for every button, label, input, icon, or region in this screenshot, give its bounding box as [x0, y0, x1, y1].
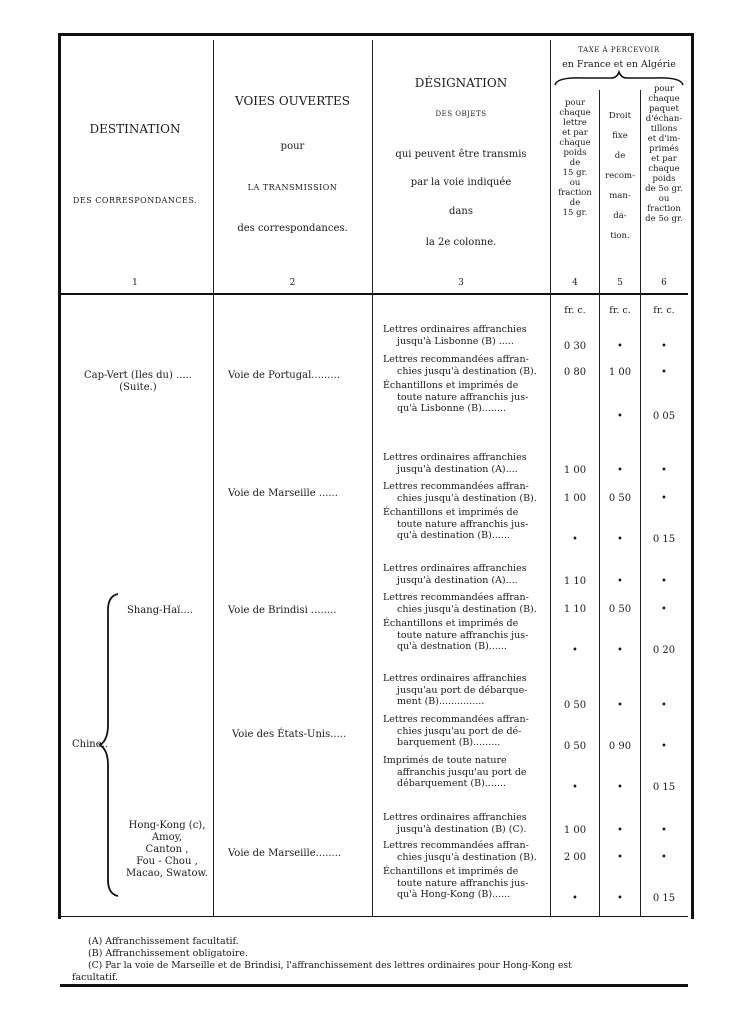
item-entry [383, 618, 547, 653]
col1-number: 1 [132, 278, 138, 288]
value-cell: • [572, 645, 578, 656]
item-line: qu'à Hong-Kong (B)...... [397, 889, 511, 900]
value-cell: • [661, 741, 667, 752]
dest-hk-line: Hong-Kong (c), [128, 820, 206, 831]
col3-number: 3 [458, 278, 464, 288]
value-cell: 1 10 [563, 604, 587, 615]
col5-number: 5 [617, 278, 623, 288]
item-line: Lettres ordinaires affranchies [383, 563, 527, 574]
item-entry [383, 481, 547, 504]
item-entry [383, 592, 547, 615]
col2-line2: pour [280, 141, 305, 152]
value-cell: • [661, 825, 667, 836]
col6-line: chaque [648, 94, 680, 104]
col6-line: primés [649, 144, 679, 154]
item-line: jusqu'à destination (B) (C). [397, 823, 527, 835]
item-line: Imprimés de toute nature [383, 755, 507, 766]
col6-line: d'échan- [645, 114, 683, 124]
col4-line: 15 gr. [562, 168, 588, 178]
col3-line6: la 2e colonne. [425, 237, 497, 248]
col-divider-3 [550, 40, 551, 916]
col4-header [552, 98, 598, 218]
voie-marseille-1: Voie de Marseille ...... [228, 488, 338, 499]
voie-etats-unis: Voie des États-Unis..... [232, 729, 347, 740]
value-cell: 2 00 [563, 852, 587, 863]
dest-hongkong-group [118, 820, 216, 880]
value-cell: 0 50 [608, 604, 632, 615]
item-line: qu'à Lisbonne (B)........ [397, 403, 506, 414]
item-line: qu'à destination (B)...... [397, 530, 510, 541]
col4-line: et par [562, 128, 588, 138]
col6-line: pour [653, 84, 675, 94]
chine-brace [98, 590, 122, 900]
value-cell: • [617, 411, 623, 422]
col1-subtitle: DES CORRESPONDANCES. [72, 196, 198, 205]
item-line: Échantillons et imprimés de [383, 380, 519, 391]
taxe-subtitle: en France et en Algérie [562, 59, 676, 70]
item-entry [383, 866, 547, 901]
dest-cap-vert-line1: Cap-Vert (Iles du) ..... [84, 370, 192, 381]
dest-hk-line: Amoy, [151, 832, 183, 843]
value-cell: 0 20 [652, 645, 676, 656]
footnote-c: (C) Par la voie de Marseille et de Brindisi, l'affranchissement des lettres ordinaires pour Hong-Kong est [88, 960, 572, 971]
item-line: jusqu'à Lisbonne (B) ..... [397, 335, 514, 347]
value-cell: • [617, 700, 623, 711]
col2-title: VOIES OUVERTES [234, 94, 350, 108]
item-line: toute nature affranchis jus- [397, 877, 529, 889]
item-entry [383, 840, 547, 863]
voie-portugal: Voie de Portugal......... [228, 370, 340, 381]
value-cell: • [572, 893, 578, 904]
item-line: Échantillons et imprimés de [383, 507, 519, 518]
value-cell: • [661, 700, 667, 711]
value-cell: • [617, 534, 623, 545]
item-entry [383, 354, 547, 377]
item-line: chies jusqu'à destination (B). [397, 603, 537, 615]
taxe-title: TAXE À PERCEVOIR [578, 46, 660, 54]
col3-line3: qui peuvent être transmis [395, 149, 527, 160]
col5-header [600, 106, 640, 246]
col5-line: fixe [612, 131, 628, 141]
col4-line: pour [564, 98, 586, 108]
value-cell: • [661, 576, 667, 587]
col4-number: 4 [572, 278, 578, 288]
col4-line: de [569, 158, 581, 168]
value-cell: 0 50 [563, 700, 587, 711]
item-line: toute nature affranchis jus- [397, 518, 529, 530]
footnote-c-cont: facultatif. [72, 972, 119, 983]
col2-line3: LA TRANSMISSION [247, 183, 338, 192]
value-cell: • [617, 825, 623, 836]
footer-separator [60, 916, 688, 917]
col6-line: de 5o gr. [645, 214, 683, 224]
dest-hk-line: Fou - Chou , [136, 856, 198, 867]
item-line: Lettres ordinaires affranchies [383, 452, 527, 463]
bottom-rule [60, 984, 688, 987]
value-cell: • [661, 341, 667, 352]
value-cell: 1 00 [563, 825, 587, 836]
item-line: ment (B)............... [397, 696, 485, 707]
col6-line: tillons [650, 124, 678, 134]
col2-number: 2 [289, 278, 296, 288]
value-cell: • [661, 465, 667, 476]
value-cell: 0 15 [652, 782, 676, 793]
item-entry [383, 507, 547, 542]
value-cell: • [661, 604, 667, 615]
item-line: Lettres recommandées affran- [383, 481, 529, 492]
unit-col4: fr. c. [564, 305, 586, 316]
item-line: toute nature affranchis jus- [397, 629, 529, 641]
value-cell: 1 10 [563, 576, 587, 587]
col6-line: et par [651, 154, 677, 164]
col6-line: ou [658, 194, 670, 204]
col3-title: DÉSIGNATION [414, 76, 508, 90]
item-line: chies jusqu'à destination (B). [397, 851, 537, 863]
col6-line: fraction [647, 204, 681, 214]
value-cell: • [617, 465, 623, 476]
item-line: chies jusqu'à destination (B). [397, 365, 537, 377]
value-cell: 0 90 [608, 741, 632, 752]
value-cell: • [661, 367, 667, 378]
col3-line5: dans [449, 206, 473, 217]
item-line: jusqu'à destination (A).... [397, 463, 518, 475]
col3-line2: DES OBJETS [435, 110, 487, 118]
value-cell: 0 15 [652, 893, 676, 904]
value-cell: • [617, 341, 623, 352]
item-line: qu'à destnation (B)...... [397, 641, 507, 652]
item-line: Lettres ordinaires affranchies [383, 324, 527, 335]
item-line: Lettres recommandées affran- [383, 840, 529, 851]
value-cell: • [661, 493, 667, 504]
dest-hk-line: Macao, Swatow. [125, 868, 209, 879]
col4-line: ou [569, 178, 581, 188]
col6-line: poids [652, 174, 676, 184]
col6-header [641, 84, 687, 224]
col5-line: da- [613, 211, 627, 221]
col5-line: Droit [608, 111, 632, 121]
item-line: Lettres ordinaires affranchies [383, 673, 527, 684]
item-entry [383, 563, 547, 586]
value-cell: 0 15 [652, 534, 676, 545]
col-divider-1 [213, 40, 214, 916]
col4-line: de [569, 198, 581, 208]
value-cell: 1 00 [563, 493, 587, 504]
col4-line: fraction [558, 188, 592, 198]
voie-brindisi: Voie de Brindisi ........ [228, 605, 337, 616]
item-line: toute nature affranchis jus- [397, 391, 529, 403]
item-line: affranchis jusqu'au port de [397, 766, 527, 778]
col4-line: lettre [563, 118, 587, 128]
value-cell: • [572, 534, 578, 545]
dest-chine: Chine.. [72, 739, 109, 750]
voie-marseille-2: Voie de Marseille........ [228, 848, 342, 859]
value-cell: 1 00 [563, 465, 587, 476]
item-line: chies jusqu'à destination (B). [397, 492, 537, 504]
item-line: jusqu'à destination (A).... [397, 574, 518, 586]
col4-line: chaque [559, 108, 591, 118]
value-cell: 0 50 [608, 493, 632, 504]
col4-line: poids [563, 148, 587, 158]
col6-number: 6 [661, 278, 667, 288]
value-cell: 1 00 [608, 367, 632, 378]
unit-col6: fr. c. [653, 305, 675, 316]
col4-line: chaque [559, 138, 591, 148]
value-cell: • [617, 893, 623, 904]
item-entry [383, 673, 547, 708]
item-entry [383, 714, 547, 749]
item-line: barquement (B)......... [397, 737, 501, 748]
value-cell: • [572, 782, 578, 793]
col6-line: paquet [649, 104, 679, 114]
item-line: débarquement (B)....... [397, 778, 506, 789]
col5-line: recom- [605, 171, 635, 181]
item-line: Lettres recommandées affran- [383, 714, 529, 725]
item-line: chies jusqu'au port de dé- [397, 725, 522, 737]
item-line: Lettres recommandées affran- [383, 592, 529, 603]
footnote-b: (B) Affranchissement obligatoire. [88, 948, 248, 959]
item-line: Lettres recommandées affran- [383, 354, 529, 365]
value-cell: 0 50 [563, 741, 587, 752]
col1-title: DESTINATION [89, 122, 181, 136]
unit-col5: fr. c. [609, 305, 631, 316]
col3-line4: par la voie indiquée [410, 177, 512, 188]
col5-line: tion. [610, 231, 630, 241]
item-entry [383, 755, 547, 790]
item-entry [383, 380, 547, 415]
col6-line: et d'im- [647, 134, 681, 144]
item-entry [383, 324, 547, 347]
item-line: Lettres ordinaires affranchies [383, 812, 527, 823]
col6-line: chaque [648, 164, 680, 174]
value-cell: 0 80 [563, 367, 587, 378]
value-cell: • [661, 852, 667, 863]
value-cell: 0 30 [563, 341, 587, 352]
dest-cap-vert [62, 370, 214, 394]
value-cell: • [617, 852, 623, 863]
col2-line4: des correspondances. [237, 223, 348, 234]
col5-line: de [614, 151, 626, 161]
col-divider-2 [372, 40, 373, 916]
value-cell: • [617, 645, 623, 656]
dest-shanghai: Shang-Haï.... [127, 605, 194, 616]
item-entry [383, 452, 547, 475]
col5-line: man- [609, 191, 631, 201]
item-entry [383, 812, 547, 835]
item-line: jusqu'au port de débarque- [397, 684, 528, 696]
value-cell: • [617, 576, 623, 587]
footnote-a: (A) Affranchissement facultatif. [88, 936, 239, 947]
col4-line: 15 gr. [562, 208, 588, 218]
value-cell: • [617, 782, 623, 793]
dest-hk-line: Canton , [145, 844, 189, 855]
dest-cap-vert-line2: (Suite.) [119, 382, 157, 393]
item-line: Échantillons et imprimés de [383, 618, 519, 629]
header-separator [60, 293, 688, 295]
item-line: Échantillons et imprimés de [383, 866, 519, 877]
col6-line: de 5o gr. [645, 184, 683, 194]
value-cell: 0 05 [652, 411, 676, 422]
